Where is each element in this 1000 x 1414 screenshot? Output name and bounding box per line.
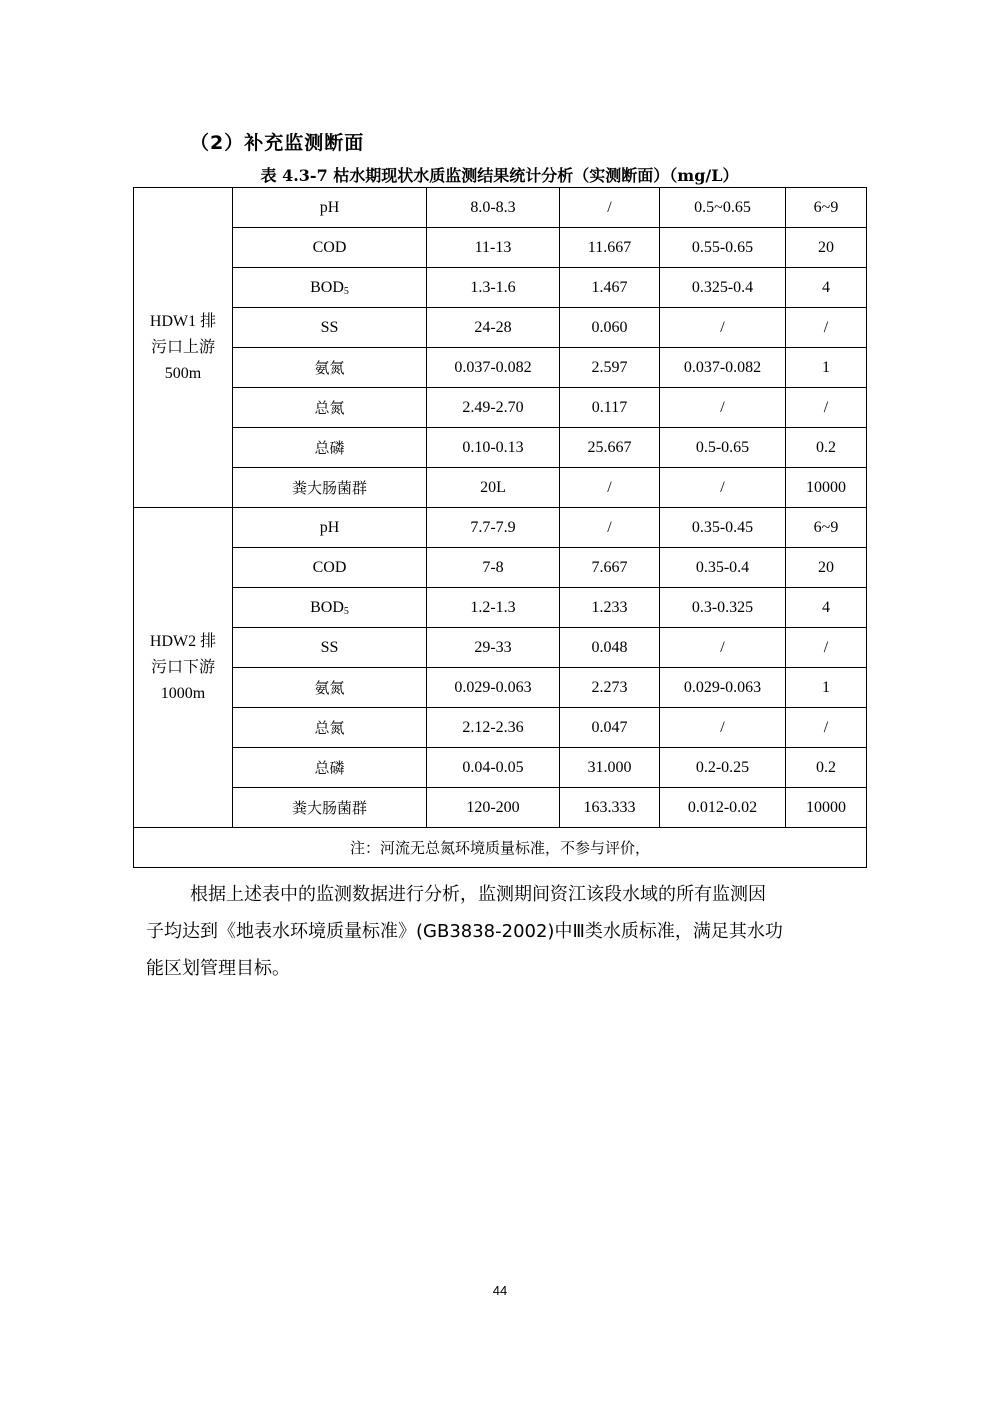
table-row — [134, 348, 867, 388]
col4-cell: 0.012-0.02 — [660, 788, 786, 828]
col4-cell: / — [660, 628, 786, 668]
col3-cell: 0.048 — [560, 628, 660, 668]
col4-cell: / — [660, 468, 786, 508]
parameter-cell: SS — [233, 308, 427, 348]
parameter-cell: 氨氮 — [233, 348, 427, 388]
range-cell: 0.04-0.05 — [427, 748, 560, 788]
table-row — [134, 748, 867, 788]
parameter-cell — [233, 588, 427, 628]
range-cell: 20L — [427, 468, 560, 508]
standard-cell: / — [786, 388, 867, 428]
col3-cell: / — [560, 508, 660, 548]
standard-cell: 20 — [786, 548, 867, 588]
parameter-cell: 粪大肠菌群 — [233, 788, 427, 828]
col3-cell: 2.597 — [560, 348, 660, 388]
range-cell: 120-200 — [427, 788, 560, 828]
parameter-base: BOD — [310, 278, 344, 296]
paragraph-line-3: 能区划管理目标。 — [146, 958, 290, 979]
col4-cell: 0.35-0.45 — [660, 508, 786, 548]
station-name-line: 污口下游 — [150, 658, 215, 676]
standard-cell: 0.2 — [786, 748, 867, 788]
col3-cell: 2.273 — [560, 668, 660, 708]
parameter-subscript: 5 — [343, 285, 349, 297]
parameter-cell: pH — [233, 508, 427, 548]
col4-cell: 0.5-0.65 — [660, 428, 786, 468]
table-note-row — [134, 828, 867, 868]
parameter-cell: 粪大肠菌群 — [233, 468, 427, 508]
parameter-cell: 总氮 — [233, 708, 427, 748]
parameter-cell: COD — [233, 548, 427, 588]
col3-cell: 1.467 — [560, 268, 660, 308]
parameter-cell: 总氮 — [233, 388, 427, 428]
range-cell: 8.0-8.3 — [427, 188, 560, 228]
standard-cell: 1 — [786, 348, 867, 388]
col4-cell: / — [660, 388, 786, 428]
col3-cell: 7.667 — [560, 548, 660, 588]
col3-cell: 0.117 — [560, 388, 660, 428]
parameter-cell: pH — [233, 188, 427, 228]
table-row — [134, 508, 867, 548]
table-row — [134, 468, 867, 508]
range-cell: 1.2-1.3 — [427, 588, 560, 628]
parameter-cell: COD — [233, 228, 427, 268]
station-name-line: HDW1 排 — [149, 312, 217, 330]
table-row — [134, 628, 867, 668]
page-number: 44 — [492, 1283, 508, 1298]
parameter-cell: 氨氮 — [233, 668, 427, 708]
col3-cell: / — [560, 468, 660, 508]
paragraph-line-2: 子均达到《地表水环境质量标准》(GB3838-2002)中Ⅲ类水质标准，满足其水功 — [146, 921, 783, 942]
standard-cell: 6~9 — [786, 508, 867, 548]
range-cell: 0.029-0.063 — [427, 668, 560, 708]
section-heading: （2）补充监测断面 — [190, 132, 365, 154]
standard-cell: 0.2 — [786, 428, 867, 468]
station-name-line: 污口上游 — [150, 338, 215, 356]
paragraph-line-1: 根据上述表中的监测数据进行分析，监测期间资江该段水域的所有监测因 — [190, 884, 766, 905]
station-name — [134, 188, 233, 508]
col4-cell: 0.55-0.65 — [660, 228, 786, 268]
range-cell: 1.3-1.6 — [427, 268, 560, 308]
parameter-base: BOD — [310, 598, 344, 616]
parameter-cell: 总磷 — [233, 428, 427, 468]
analysis-paragraph — [146, 876, 870, 987]
col3-cell: 163.333 — [560, 788, 660, 828]
col3-cell: 25.667 — [560, 428, 660, 468]
standard-cell: 10000 — [786, 468, 867, 508]
range-cell: 7-8 — [427, 548, 560, 588]
range-cell: 2.12-2.36 — [427, 708, 560, 748]
table-row — [134, 428, 867, 468]
table-row — [134, 188, 867, 228]
standard-cell: 1 — [786, 668, 867, 708]
range-cell: 29-33 — [427, 628, 560, 668]
col4-cell: 0.029-0.063 — [660, 668, 786, 708]
station-name-line: 500m — [164, 364, 202, 382]
table-row — [134, 388, 867, 428]
range-cell: 24-28 — [427, 308, 560, 348]
range-cell: 2.49-2.70 — [427, 388, 560, 428]
table-row — [134, 668, 867, 708]
standard-cell: / — [786, 708, 867, 748]
station-name — [134, 508, 233, 828]
col4-cell: 0.037-0.082 — [660, 348, 786, 388]
table-row — [134, 588, 867, 628]
parameter-subscript: 5 — [343, 605, 349, 617]
col3-cell: 1.233 — [560, 588, 660, 628]
range-cell: 7.7-7.9 — [427, 508, 560, 548]
range-cell: 0.10-0.13 — [427, 428, 560, 468]
station-name-line: 1000m — [160, 684, 206, 702]
col4-cell: 0.3-0.325 — [660, 588, 786, 628]
standard-cell: / — [786, 628, 867, 668]
table-row — [134, 708, 867, 748]
standard-cell: 4 — [786, 588, 867, 628]
standard-cell: 10000 — [786, 788, 867, 828]
table-note: 注：河流无总氮环境质量标准，不参与评价， — [134, 828, 867, 868]
parameter-cell: 总磷 — [233, 748, 427, 788]
col3-cell: / — [560, 188, 660, 228]
standard-cell: 6~9 — [786, 188, 867, 228]
table-row — [134, 788, 867, 828]
table-row — [134, 548, 867, 588]
col3-cell: 31.000 — [560, 748, 660, 788]
col4-cell: / — [660, 708, 786, 748]
col4-cell: 0.325-0.4 — [660, 268, 786, 308]
standard-cell: 4 — [786, 268, 867, 308]
range-cell: 11-13 — [427, 228, 560, 268]
table-row — [134, 268, 867, 308]
col4-cell: 0.35-0.4 — [660, 548, 786, 588]
col3-cell: 0.047 — [560, 708, 660, 748]
range-cell: 0.037-0.082 — [427, 348, 560, 388]
water-quality-table — [133, 187, 867, 868]
table-row — [134, 228, 867, 268]
table-row — [134, 308, 867, 348]
station-name-line: HDW2 排 — [149, 632, 217, 650]
standard-cell: 20 — [786, 228, 867, 268]
standard-cell: / — [786, 308, 867, 348]
col3-cell: 11.667 — [560, 228, 660, 268]
col4-cell: 0.2-0.25 — [660, 748, 786, 788]
parameter-cell — [233, 268, 427, 308]
col4-cell: 0.5~0.65 — [660, 188, 786, 228]
table-caption: 表 4.3-7 枯水期现状水质监测结果统计分析（实测断面）（mg/L） — [260, 166, 739, 185]
col4-cell: / — [660, 308, 786, 348]
parameter-cell: SS — [233, 628, 427, 668]
col3-cell: 0.060 — [560, 308, 660, 348]
